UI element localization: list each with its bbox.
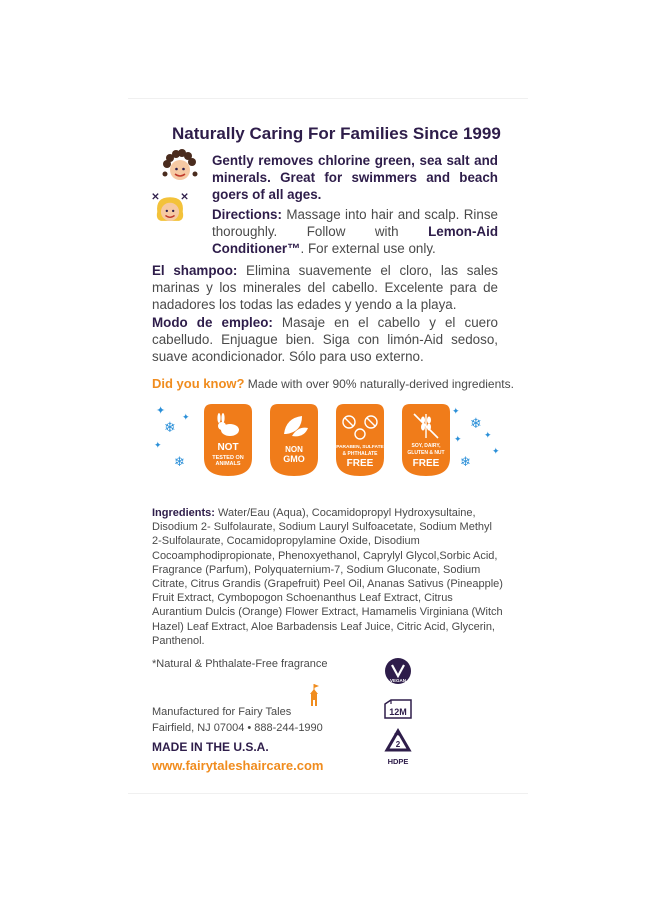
ingredients-text: Water/Eau (Aqua), Cocamidopropyl Hydroxysultaine, Disodium 2- Sulfolaurate, Sodium Lauryl Sulfoacetate, Sodium Methyl 2-Sulfolaurate, Cocamidopropylamine Oxide, Disodium Cocoamphodipropionate, Phenoxyethanol, Caprylyl Glycol,Sorbic Acid, Fragrance (Parfum), Polyquaternium-7, Sodium Gluconate, Sodium Citrate, Citrus Grandis (Grapefruit) Peel Oil, Ananas Sativus (Pineapple) Fruit Extract, Cymbopogon Schoenanthus Leaf Extract, Citrus Aurantium Dulcis (Orange) Flower Extract, Hamamelis Virginiana (Witch Hazel) Leaf Extract, Aloe Barbadensis Leaf Juice, Citric Acid, Glycerin, Panthenol. [152, 507, 503, 647]
recycle-number: 2 [395, 740, 401, 749]
badge-paraben-sulfate-phthalate-free [336, 404, 385, 476]
did-you-know-label: Did you know? [152, 376, 245, 391]
ingredients-label: Ingredients: [152, 507, 215, 519]
badge3-line2: & PHTHALATE [342, 451, 378, 457]
manufacturer-info [152, 704, 323, 736]
period-after-opening-icon [381, 696, 415, 722]
conditioner-product-name: Lemon-Aid Conditioner™ [212, 224, 498, 256]
modo-label-es: Modo de empleo: [152, 315, 273, 330]
spanish-shampoo-paragraph [152, 262, 498, 313]
sparkles-left-decoration [154, 404, 190, 470]
directions-text-a: Massage into hair and scalp. Rinse thoroughly. Follow with [212, 207, 498, 239]
badge3-line1: PARABEN, SULFATE [336, 445, 384, 450]
badges-row [152, 400, 512, 480]
badge4-line2: GLUTEN & NUT [407, 450, 445, 456]
badge-soy-dairy-gluten-nut-free [402, 404, 450, 476]
badge2-line1: NON [285, 445, 303, 454]
shampoo-text-es: Elimina suavemente el cloro, las sales marinas y los minerales del cabello. Excelente para de nadadores los todas las edades y yendo a la playa. [152, 263, 498, 312]
svg-text:❄: ❄ [470, 416, 482, 432]
badge3-line3: FREE [346, 458, 374, 469]
badge-not-tested-on-animals [204, 404, 252, 476]
badge4-line3: FREE [412, 458, 440, 469]
ingredients-list [152, 506, 504, 648]
did-you-know-text: Made with over 90% naturally-derived ingredients. [244, 377, 514, 391]
manufacturer-line2: Fairfield, NJ 07004 • 888-244-1990 [152, 722, 323, 734]
natural-fragrance-note: *Natural & Phthalate-Free fragrance [152, 658, 328, 670]
certification-icons [378, 656, 418, 768]
badge1-line3: ANIMALS [215, 461, 241, 467]
svg-text:✦: ✦ [454, 435, 462, 445]
vegan-label: VEGAN [389, 678, 407, 683]
pao-label: 12M [389, 707, 407, 717]
recycle-label: HDPE [387, 757, 409, 766]
kid-blonde-hair-icon [150, 188, 190, 232]
directions-paragraph [212, 206, 498, 257]
website-link[interactable]: www.fairytaleshaircare.com [152, 758, 324, 773]
svg-text:✦: ✦ [452, 407, 460, 417]
badge2-line2: GMO [283, 454, 305, 464]
vegan-icon [383, 656, 413, 686]
manufacturer-line1: Manufactured for Fairy Tales [152, 706, 292, 718]
svg-text:✦: ✦ [492, 447, 500, 457]
svg-text:❄: ❄ [174, 455, 185, 470]
directions-label: Directions: [212, 207, 282, 222]
did-you-know [152, 376, 514, 392]
badge4-line1: SOY, DAIRY, [411, 443, 441, 449]
svg-text:✦: ✦ [156, 404, 166, 417]
made-in-usa: MADE IN THE U.S.A. [152, 740, 269, 754]
svg-text:✦: ✦ [182, 413, 190, 423]
recycle-icon [383, 728, 413, 768]
svg-text:❄: ❄ [460, 455, 471, 470]
intro-text: Gently removes chlorine green, sea salt and minerals. Great for swimmers and beach goers of all ages. [212, 153, 498, 202]
svg-text:✦: ✦ [484, 431, 492, 441]
kid-curly-hair-icon [160, 148, 200, 192]
castle-logo-icon [306, 682, 326, 708]
badge1-line1: NOT [217, 442, 239, 453]
headline: Naturally Caring For Families Since 1999 [172, 124, 501, 143]
badge-non-gmo [270, 404, 318, 476]
shampoo-label-es: El shampoo: [152, 263, 238, 278]
sparkles-right-decoration [452, 407, 500, 470]
spanish-directions-paragraph [152, 314, 498, 365]
svg-text:❄: ❄ [164, 420, 176, 436]
svg-text:✦: ✦ [154, 441, 162, 451]
badge1-line2: TESTED ON [212, 455, 244, 461]
modo-text-es: Masaje en el cabello y el cuero cabelludo. Enjuague bien. Siga con limón-Aid sedoso, suave acondicionador. Sólo para uso externo. [152, 315, 498, 364]
directions-text-b: . For external use only. [300, 241, 436, 256]
